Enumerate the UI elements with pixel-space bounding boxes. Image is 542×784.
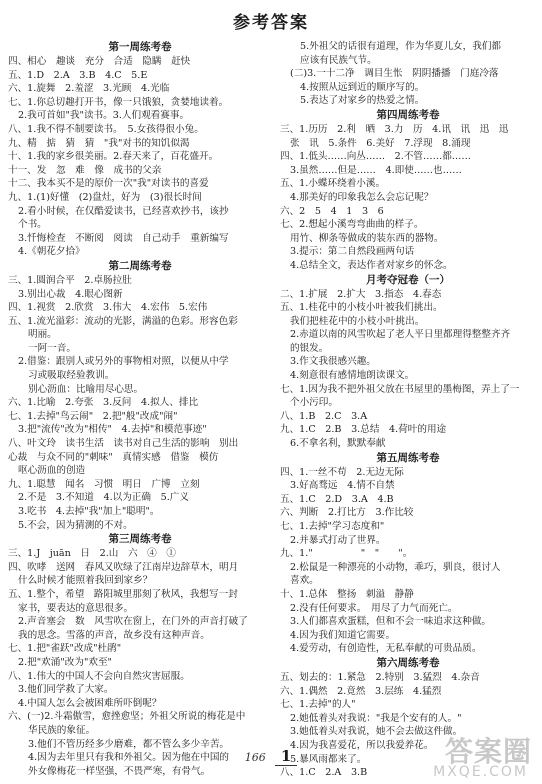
answer-line: 五、1.小蝶环绕着小溪。 xyxy=(280,178,386,190)
answer-line: 六、1.比喻 2.夸张 3.反问 4.拟人、排比 xyxy=(8,397,199,409)
answer-line: 应该有民族气节。 xyxy=(300,54,377,66)
section-heading: 第四周练考卷 xyxy=(376,108,440,121)
answer-line: 十二、我本买不是的原价一次"我"对读书的喜爱 xyxy=(8,178,209,190)
answer-line: 四、吹哮 送网 春风又吹绿了江南岸边辞草木，明月 xyxy=(8,561,239,573)
answer-line: 八、叶文玲 读书生活 读书对自己生活的影响 别出 xyxy=(8,438,239,450)
answer-line: 什么时候才能照着我回到家乡？ xyxy=(18,575,153,587)
answer-line: 我的思念。雪落的声音，故乡没有这种声音。 xyxy=(18,629,210,641)
answer-line: 3.别出心裁 4.眼心图新 xyxy=(18,288,123,300)
answer-line: 3.虽然……但是…… 4.即使……也…… xyxy=(290,164,462,176)
answer-line: (二)3.一十二净 调目生怅 阴阴播播 门庭冷落 xyxy=(290,68,499,80)
answer-line: 张 讯 5.条件 6.美好 7.浮现 8.涌现 xyxy=(290,137,471,149)
watermark-logo: 答案圈 xyxy=(444,735,532,768)
answer-line: 六、1.偶然 2.竟然 3.层练 4.猛烈 xyxy=(280,685,442,697)
answer-line: 2.不是 3.不知道 4.以为正确 5.广义 xyxy=(18,492,189,504)
answer-line: 5.表达了对家乡的热爱之情。 xyxy=(300,95,425,107)
answer-line: 四、1.视赏 2.欣赏 3.伟大 4.宏伟 5.宏伟 xyxy=(8,302,208,314)
answer-line: 4.刻意很有感情地朗读课文。 xyxy=(290,370,415,382)
answer-line: 2.松鼠是一种漂亮的小动物，乖巧，驯良，很讨人 xyxy=(290,561,501,573)
answer-line: 二、1.扩展 2.扩大 3.指态 4.春态 xyxy=(280,288,442,300)
answer-line: 华民族的象征。 xyxy=(28,724,96,736)
section-heading: 第五周练考卷 xyxy=(376,451,440,464)
answer-line: 八、1.B 2.C 3.A xyxy=(280,410,368,422)
answer-line: 三、1.J juān 日 2.山 六 ④ ① xyxy=(8,548,176,560)
answer-line: 七、1.去掉"学习态度和" xyxy=(280,521,385,532)
answer-line: 我们把桂花中的小枝小叶挑出。 xyxy=(290,315,425,327)
answer-line: 2.她低着头对我说："我是个安有的人。" xyxy=(290,712,462,724)
answer-line: 三、1.历历 2.利 晒 3.力 历 4.讯 讯 迅 迅 xyxy=(280,123,509,135)
answer-line: 六、2 5 4 1 3 6 xyxy=(280,205,384,217)
answer-line: 五、1.整个，希望 路阳城里那刻了秋风，我想写一封 xyxy=(8,588,238,600)
answer-line: 五、1.流光溢彩：流动的光影，满溢的色彩。形容色彩 xyxy=(8,315,238,327)
answer-line: 4.中国人怎么会被困难所吓倒呢？ xyxy=(18,697,162,709)
answer-line: 七、2.想起小溪弯弯曲曲的样子。 xyxy=(280,219,424,231)
answer-line: 十、1.总体 整扬 刺溢 静静 xyxy=(280,588,414,600)
answer-line: 明丽。 xyxy=(28,329,57,341)
answer-line: 个书。 xyxy=(18,219,47,231)
right-answer-column xyxy=(280,40,536,780)
answer-line: 八、1.C 2.A 3.B xyxy=(280,767,368,779)
answer-line: 5.暴风雨都来了。 xyxy=(290,753,367,765)
answer-line: 4.因为我们知道它需要。 xyxy=(290,629,396,641)
answer-line: 5.不会，因为猜测的不对。 xyxy=(18,519,133,531)
answer-line: 2.看小时候，在仅酷爱读书，已经喜欢抄书，该抄 xyxy=(18,205,229,217)
answer-line: 6.不拿名利，默默奉献 xyxy=(290,438,386,450)
answer-line: 3.她低着头对我说，她不会去做这件做。 xyxy=(290,726,463,738)
page-number: 1 xyxy=(275,747,297,766)
answer-line: 十、1.我的家乡很美丽。2.春天来了，百花盛开。 xyxy=(8,151,219,163)
answer-line: 四、相心 趣谈 充分 合适 隐瞒 赶快 xyxy=(8,56,191,67)
answer-line: 七、1.你总切趣打开书，像一只饿狼，贪婪地读着。 xyxy=(8,96,229,108)
answer-line: 3.好高骛远 4.情不自禁 xyxy=(290,480,395,492)
answer-line: 七、1.因为我不把外祖父放在书屋里的墨梅图，弄上了一 xyxy=(280,383,520,395)
answer-line: 4.总结全文，表达作者对家乡的怀念。 xyxy=(290,259,453,271)
answer-line: 九、1.C 2.B 3.总结 4.荷叶的用途 xyxy=(280,424,447,436)
left-answer-column xyxy=(8,40,272,778)
answer-line: 喜欢。 xyxy=(290,575,319,587)
answer-line: 2.把"欢涌"改为"欢至" xyxy=(18,656,112,668)
section-heading: 月考夺冠卷（一） xyxy=(366,273,450,286)
answer-line: 八、1.伟大的中国人不会向自然灾害屈服。 xyxy=(8,670,190,682)
answer-line: 5.外祖父的话很有道理，作为华夏儿女，我们都 xyxy=(300,41,502,52)
section-heading: 第二周练考卷 xyxy=(108,259,172,272)
answer-line: 五、1.C 2.D 3.A 4.B xyxy=(280,493,394,505)
answer-line: 四、1.低头……向丛…… 2.不管……都…… xyxy=(280,151,471,163)
answer-line: 2.声音塞会 数 风雪吹在窗上，在门外的声音打破了 xyxy=(18,616,248,628)
answer-line: 个小污印。 xyxy=(290,397,338,409)
answer-line: 3.吃书 4.去掉"我"加上"聪明"。 xyxy=(18,506,160,517)
answer-line: 六、(一)2.斗霜傲雪，愈挫愈坚；外祖父所说的梅花是中 xyxy=(8,711,246,723)
answer-line: 4.爱劳动，有创造性，无私奉献的可贵品质。 xyxy=(290,643,482,655)
answer-line: 2.我可首如"我"读书。3.人们观看赛事。 xyxy=(18,110,190,122)
answer-line: 九、1." " " "。 xyxy=(280,548,413,560)
answer-line: 家书，要表达的意思很多。 xyxy=(18,602,134,614)
answer-line: 一阿一音。 xyxy=(28,342,76,354)
section-heading: 第三周练考卷 xyxy=(108,533,172,546)
answer-line: 呕心沥血的创造 xyxy=(18,465,86,477)
section-heading: 第一周练考卷 xyxy=(108,41,172,53)
section-heading: 第六周练考卷 xyxy=(376,656,440,669)
answer-line: 外女像梅花一样坚强，不畏严寒，有骨气。 xyxy=(28,765,211,777)
answer-line: 习或吸取经验教训。 xyxy=(28,370,115,382)
answer-line: 十一、发 忽 难 像 成书的父亲 xyxy=(8,164,162,176)
answer-line: 七、1.去掉"鸟云闹" 2.把"般"改成"闹" xyxy=(8,410,178,422)
answer-line: 3.他们同学救了大家。 xyxy=(18,684,114,696)
answer-line: 七、1.去掉"的人" xyxy=(280,699,356,711)
answer-line: 四、1.一丝不苟 2.无边无际 xyxy=(280,466,404,478)
answer-line: 九、精 掂 猜 猜 "我"对书的知饥似渴 xyxy=(8,137,190,149)
answer-line: 2.并暴式打动了世界。 xyxy=(290,534,386,546)
answer-line: 3.提示：第二自然段画两句话 xyxy=(290,246,415,258)
answer-line: 4.《朝花夕拾》 xyxy=(18,246,85,258)
answer-line: 4.按照从远到近的顺序写的。 xyxy=(300,81,425,93)
answer-line: 六、判断 2.打比方 3.作比较 xyxy=(280,507,414,519)
answer-line: 2.没有任何要求。 用尽了力气而死亡。 xyxy=(290,602,458,614)
answer-line: 五、划去的：1.紧急 2.特别 3.猛烈 4.杂音 xyxy=(280,671,480,683)
answer-line: 3.人们都喜欢蛋糕，但和不会一味追求这种做。 xyxy=(290,616,492,628)
answer-line: 3.忏悔检查 不断阅 阅读 自己动手 重新编写 xyxy=(18,232,229,244)
page-title: 参考答案 xyxy=(233,13,309,33)
answer-line: 的银发。 xyxy=(290,342,329,354)
answer-line: 3.他们不管历经多少磨难，都不管么多少辛苦。 xyxy=(28,738,230,750)
answer-line: 九、1.聪慧 闻名 习惯 明日 广博 立刻 xyxy=(8,478,200,490)
answer-line: 3.作文我很感兴趣。 xyxy=(290,356,376,368)
answer-line: 三、1.圆润合平 2.卓肠拉肚 xyxy=(8,274,132,286)
answer-line: 2.赤道以南的风雪吹起了老人平日里都理得整整齐齐 xyxy=(290,329,511,341)
answer-line: 4.因为我喜爱花，所以我爱养花。 xyxy=(290,739,434,751)
page-decoration: 166 xyxy=(244,751,266,764)
answer-line: 4.因为去年里只有我和外祖父。因为他在中国的 xyxy=(28,752,230,764)
answer-line: 九、1.(1)好懂 (2)盘灶，好为 (3)很长时间 xyxy=(8,191,202,203)
answer-line: 3.把"流传"改为"相传" 4.去掉"和模范事迹" xyxy=(18,424,207,436)
answer-line: 六、1.旋舞 2.羞涩 3.光顾 4.光临 xyxy=(8,83,170,95)
answer-line: 七、1.把"雀跃"改成"杜鹃" xyxy=(8,643,122,655)
answer-line: 4.那美好的印象我怎么会忘记呢？ xyxy=(290,191,434,203)
answer-line: 别心沥血：比喻用尽心思。 xyxy=(28,383,144,395)
answer-line: 五、1.桂花中的小枝小叶被我们挑出。 xyxy=(280,302,443,314)
answer-line: 用竹、柳条等做成的装东西的器物。 xyxy=(290,232,444,244)
answer-line: 五、1.D 2.A 3.B 4.C 5.E xyxy=(8,69,148,81)
answer-line: 心裁 与众不同的"刺味" 真情实感 借鉴 模仿 xyxy=(8,451,219,463)
answer-line: 2.借鉴：跟别人或另外的事物相对照，以便从中学 xyxy=(18,356,229,368)
watermark-url: MXQE.COM xyxy=(433,764,528,780)
answer-line: 八、1.我不得不制要读书。 5.女孩得很小兔。 xyxy=(8,123,204,135)
